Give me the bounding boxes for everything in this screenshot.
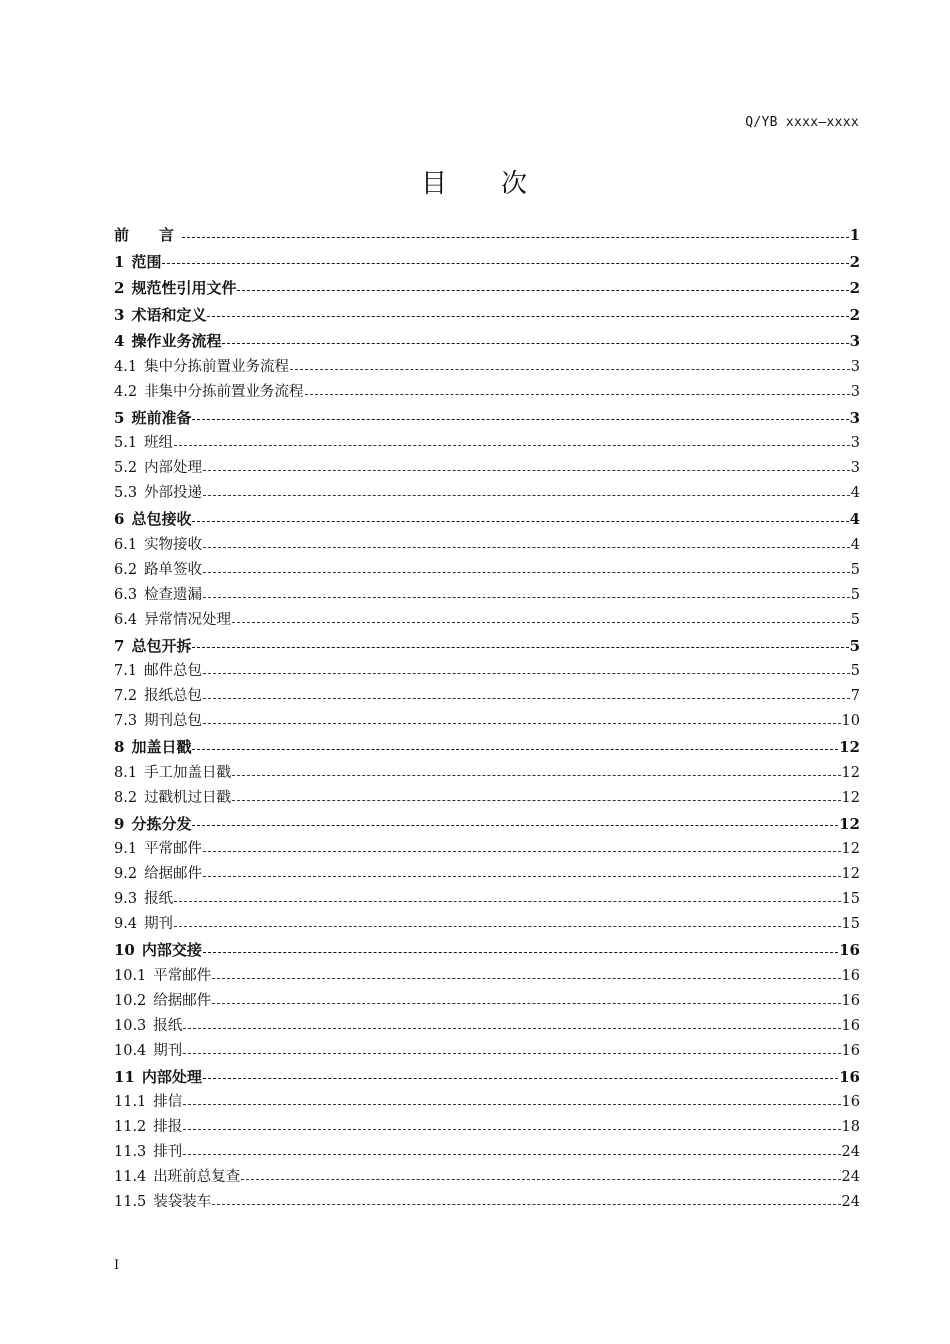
toc-entry-title: 报纸 (144, 891, 174, 907)
toc-section-entry[interactable] (114, 1190, 860, 1215)
toc-entry-page-number: 2 (849, 305, 860, 324)
toc-entry-title: 邮件总包 (144, 663, 203, 679)
toc-leader-dashes (192, 749, 838, 750)
toc-leader-dashes (183, 1154, 840, 1155)
toc-leader-dashes (192, 647, 848, 648)
toc-section-entry[interactable] (114, 964, 860, 989)
toc-entry-title: 平常邮件 (153, 967, 212, 984)
toc-entry-page-number: 15 (841, 916, 860, 932)
toc-leader-dashes (203, 698, 850, 699)
toc-leader-dashes (174, 445, 850, 446)
toc-entry-page-number: 3 (850, 358, 860, 375)
toc-entry-number: 10.1 (114, 967, 147, 984)
toc-section-entry[interactable] (114, 1165, 860, 1190)
toc-entry-title: 路单签收 (144, 561, 203, 578)
toc-entry-page-number: 1 (849, 226, 860, 244)
toc-entry-title: 加盖日戳 (131, 738, 192, 756)
toc-entry-page-number: 16 (841, 992, 860, 1009)
page-title (0, 163, 950, 200)
toc-leader-dashes (212, 1003, 840, 1004)
toc-leader-dashes (192, 419, 848, 420)
toc-entry-page-number: 24 (841, 1194, 860, 1210)
toc-chapter-entry[interactable] (114, 811, 860, 838)
toc-entry-number: 8.2 (114, 789, 138, 806)
toc-entry-page-number: 16 (839, 941, 860, 959)
toc-leader-dashes (203, 876, 840, 877)
toc-entry-title: 报纸总包 (144, 688, 203, 704)
toc-entry-page-number: 2 (849, 279, 860, 297)
toc-entry-page-number: 16 (841, 1094, 860, 1110)
toc-section-entry[interactable] (114, 456, 860, 481)
toc-leader-dashes (203, 1078, 838, 1079)
toc-section-entry[interactable] (114, 862, 860, 887)
toc-entry-number: 11.3 (114, 1144, 147, 1160)
toc-entry-number: 11.4 (114, 1169, 147, 1185)
toc-entry-page-number: 10 (841, 713, 860, 729)
toc-entry-page-number: 4 (850, 536, 860, 553)
toc-leader-dashes (162, 263, 848, 264)
toc-section-entry[interactable] (114, 1140, 860, 1165)
toc-entry-page-number: 5 (849, 636, 860, 655)
document-code: Q/YB xxxx—xxxx (745, 115, 859, 130)
toc-leader-dashes (290, 369, 850, 370)
toc-section-entry[interactable] (114, 912, 860, 937)
toc-entry-title: 报纸 (153, 1017, 183, 1034)
toc-entry-page-number: 16 (841, 1042, 860, 1059)
toc-entry-page-number: 12 (839, 738, 860, 756)
toc-entry-number: 5 (114, 408, 125, 427)
toc-entry-page-number: 16 (839, 1067, 860, 1086)
toc-entry-page-number: 3 (850, 435, 860, 451)
toc-chapter-entry[interactable] (114, 249, 860, 276)
toc-section-entry[interactable] (114, 481, 860, 506)
toc-entry-title: 检查遗漏 (144, 586, 203, 603)
toc-section-entry[interactable] (114, 989, 860, 1014)
toc-entry-title: 异常情况处理 (144, 611, 232, 628)
toc-leader-dashes (174, 926, 840, 927)
toc-entry-title: 班组 (144, 435, 174, 451)
toc-leader-dashes (183, 1129, 840, 1130)
toc-entry-number: 前 言 (114, 226, 175, 244)
toc-section-entry[interactable] (114, 380, 860, 405)
toc-entry-page-number: 12 (839, 814, 860, 833)
toc-entry-title: 内部处理 (141, 1067, 202, 1086)
toc-entry-page-number: 3 (849, 408, 860, 427)
toc-entry-number: 8.1 (114, 764, 138, 781)
toc-section-entry[interactable] (114, 1115, 860, 1140)
toc-entry-page-number: 3 (850, 383, 860, 400)
toc-leader-dashes (203, 851, 840, 852)
toc-entry-page-number: 12 (841, 764, 860, 781)
toc-leader-dashes (232, 622, 850, 623)
toc-entry-title: 范围 (131, 252, 162, 271)
toc-chapter-entry[interactable] (114, 734, 860, 761)
toc-section-entry[interactable] (114, 837, 860, 862)
toc-entry-page-number: 3 (849, 332, 860, 350)
toc-entry-title: 排刊 (153, 1144, 183, 1160)
toc-entry-title: 总包开拆 (131, 636, 192, 655)
toc-leader-dashes (203, 547, 850, 548)
toc-entry-number: 11.2 (114, 1119, 147, 1135)
toc-entry-number: 5.2 (114, 460, 138, 476)
toc-entry-number: 6.4 (114, 611, 138, 628)
toc-chapter-entry[interactable] (114, 302, 860, 329)
toc-entry-number: 7.1 (114, 663, 138, 679)
toc-entry-number: 9.4 (114, 916, 138, 932)
toc-leader-dashes (192, 521, 848, 522)
toc-leader-dashes (203, 495, 850, 496)
toc-entry-page-number: 4 (850, 485, 860, 501)
toc-entry-page-number: 12 (841, 841, 860, 857)
toc-section-entry[interactable] (114, 709, 860, 734)
toc-leader-dashes (203, 597, 850, 598)
toc-leader-dashes (203, 470, 850, 471)
toc-leader-dashes (222, 343, 848, 344)
toc-entry-page-number: 4 (849, 510, 860, 528)
toc-entry-title: 内部交接 (141, 941, 202, 959)
toc-entry-number: 6.3 (114, 586, 138, 603)
toc-entry-number: 2 (114, 279, 125, 297)
toc-section-entry[interactable] (114, 583, 860, 608)
toc-section-entry[interactable] (114, 761, 860, 786)
toc-section-entry[interactable] (114, 887, 860, 912)
toc-entry-title: 平常邮件 (144, 841, 203, 857)
toc-entry-page-number: 5 (850, 663, 860, 679)
toc-entry-number: 10.4 (114, 1042, 147, 1059)
toc-leader-dashes (207, 316, 848, 317)
toc-entry-number: 5.1 (114, 435, 138, 451)
toc-leader-dashes (232, 800, 840, 801)
toc-section-entry[interactable] (114, 684, 860, 709)
toc-entry-number: 10.3 (114, 1017, 147, 1034)
footer-page-number: I (114, 1258, 120, 1273)
toc-chapter-entry[interactable] (114, 1064, 860, 1091)
toc-leader-dashes (203, 572, 850, 573)
toc-section-entry[interactable] (114, 431, 860, 456)
toc-entry-number: 6 (114, 510, 125, 528)
toc-chapter-entry[interactable] (114, 222, 860, 249)
toc-entry-title: 非集中分拣前置业务流程 (144, 383, 304, 400)
table-of-contents (114, 222, 860, 1215)
toc-leader-dashes (192, 825, 838, 826)
toc-chapter-entry[interactable] (114, 328, 860, 355)
toc-leader-dashes (305, 394, 850, 395)
toc-entry-number: 7.2 (114, 688, 138, 704)
toc-entry-number: 3 (114, 305, 125, 324)
toc-chapter-entry[interactable] (114, 275, 860, 302)
toc-entry-title: 过戳机过日戳 (144, 789, 232, 806)
toc-entry-number: 5.3 (114, 485, 138, 501)
toc-section-entry[interactable] (114, 558, 860, 583)
toc-entry-title: 给据邮件 (153, 992, 212, 1009)
toc-entry-title: 班前准备 (131, 408, 192, 427)
toc-leader-dashes (203, 723, 840, 724)
toc-entry-number: 10 (114, 941, 135, 959)
toc-entry-number: 9.1 (114, 841, 138, 857)
toc-entry-title: 手工加盖日戳 (144, 764, 232, 781)
toc-entry-number: 11 (114, 1067, 135, 1086)
toc-entry-number: 9.2 (114, 866, 138, 882)
toc-entry-number: 9.3 (114, 891, 138, 907)
toc-section-entry[interactable] (114, 608, 860, 633)
toc-section-entry[interactable] (114, 1014, 860, 1039)
toc-entry-title: 出班前总复查 (153, 1169, 241, 1185)
toc-entry-title: 操作业务流程 (131, 332, 222, 350)
toc-entry-number: 7.3 (114, 713, 138, 729)
toc-entry-title: 排报 (153, 1119, 183, 1135)
toc-entry-page-number: 15 (841, 891, 860, 907)
toc-entry-number: 11.5 (114, 1194, 147, 1210)
toc-chapter-entry[interactable] (114, 506, 860, 533)
toc-entry-title: 给据邮件 (144, 866, 203, 882)
toc-entry-number: 4.2 (114, 383, 138, 400)
toc-entry-title: 内部处理 (144, 460, 203, 476)
toc-leader-dashes (212, 1204, 840, 1205)
toc-entry-number: 1 (114, 252, 125, 271)
toc-leader-dashes (183, 1028, 840, 1029)
toc-entry-page-number: 16 (841, 967, 860, 984)
toc-leader-dashes (241, 1179, 840, 1180)
toc-entry-title: 期刊总包 (144, 713, 203, 729)
toc-entry-title: 集中分拣前置业务流程 (144, 358, 290, 375)
toc-entry-title: 分拣分发 (131, 814, 192, 833)
toc-leader-dashes (203, 952, 838, 953)
toc-section-entry[interactable] (114, 786, 860, 811)
toc-entry-page-number: 18 (841, 1119, 860, 1135)
toc-entry-page-number: 24 (841, 1169, 860, 1185)
toc-leader-dashes (232, 775, 840, 776)
toc-entry-title: 期刊 (144, 916, 174, 932)
toc-entry-number: 10.2 (114, 992, 147, 1009)
toc-entry-title: 术语和定义 (131, 305, 207, 324)
toc-entry-page-number: 16 (841, 1017, 860, 1034)
toc-entry-page-number: 12 (841, 789, 860, 806)
toc-leader-dashes (183, 1104, 840, 1105)
toc-entry-number: 6.2 (114, 561, 138, 578)
toc-entry-number: 8 (114, 738, 125, 756)
toc-entry-page-number: 3 (850, 460, 860, 476)
toc-leader-dashes (203, 673, 850, 674)
toc-entry-number: 7 (114, 636, 125, 655)
toc-entry-number: 4.1 (114, 358, 138, 375)
toc-section-entry[interactable] (114, 1090, 860, 1115)
toc-leader-dashes (237, 290, 848, 291)
toc-section-entry[interactable] (114, 355, 860, 380)
toc-chapter-entry[interactable] (114, 405, 860, 432)
toc-entry-page-number: 12 (841, 866, 860, 882)
toc-entry-number: 4 (114, 332, 125, 350)
title-char-2: 次 (501, 169, 530, 199)
toc-entry-page-number: 2 (849, 252, 860, 271)
toc-entry-page-number: 7 (850, 688, 860, 704)
toc-leader-dashes (183, 1053, 840, 1054)
toc-section-entry[interactable] (114, 659, 860, 684)
toc-section-entry[interactable] (114, 533, 860, 558)
toc-entry-page-number: 5 (850, 561, 860, 578)
toc-entry-page-number: 5 (850, 611, 860, 628)
title-char-1: 目 (420, 169, 449, 199)
toc-leader-dashes (174, 901, 840, 902)
toc-entry-title: 外部投递 (144, 485, 203, 501)
toc-entry-title: 期刊 (153, 1042, 183, 1059)
toc-entry-title: 排信 (153, 1094, 183, 1110)
toc-entry-page-number: 24 (841, 1144, 860, 1160)
toc-entry-page-number: 5 (850, 586, 860, 603)
toc-section-entry[interactable] (114, 1039, 860, 1064)
toc-entry-number: 9 (114, 814, 125, 833)
toc-entry-title: 实物接收 (144, 536, 203, 553)
toc-entry-number: 6.1 (114, 536, 138, 553)
toc-leader-dashes (212, 978, 840, 979)
toc-entry-title: 装袋装车 (153, 1194, 212, 1210)
toc-leader-dashes (182, 237, 849, 238)
toc-entry-title: 总包接收 (131, 510, 192, 528)
toc-chapter-entry[interactable] (114, 633, 860, 660)
toc-entry-title: 规范性引用文件 (131, 279, 237, 297)
toc-entry-number: 11.1 (114, 1094, 147, 1110)
toc-chapter-entry[interactable] (114, 937, 860, 964)
